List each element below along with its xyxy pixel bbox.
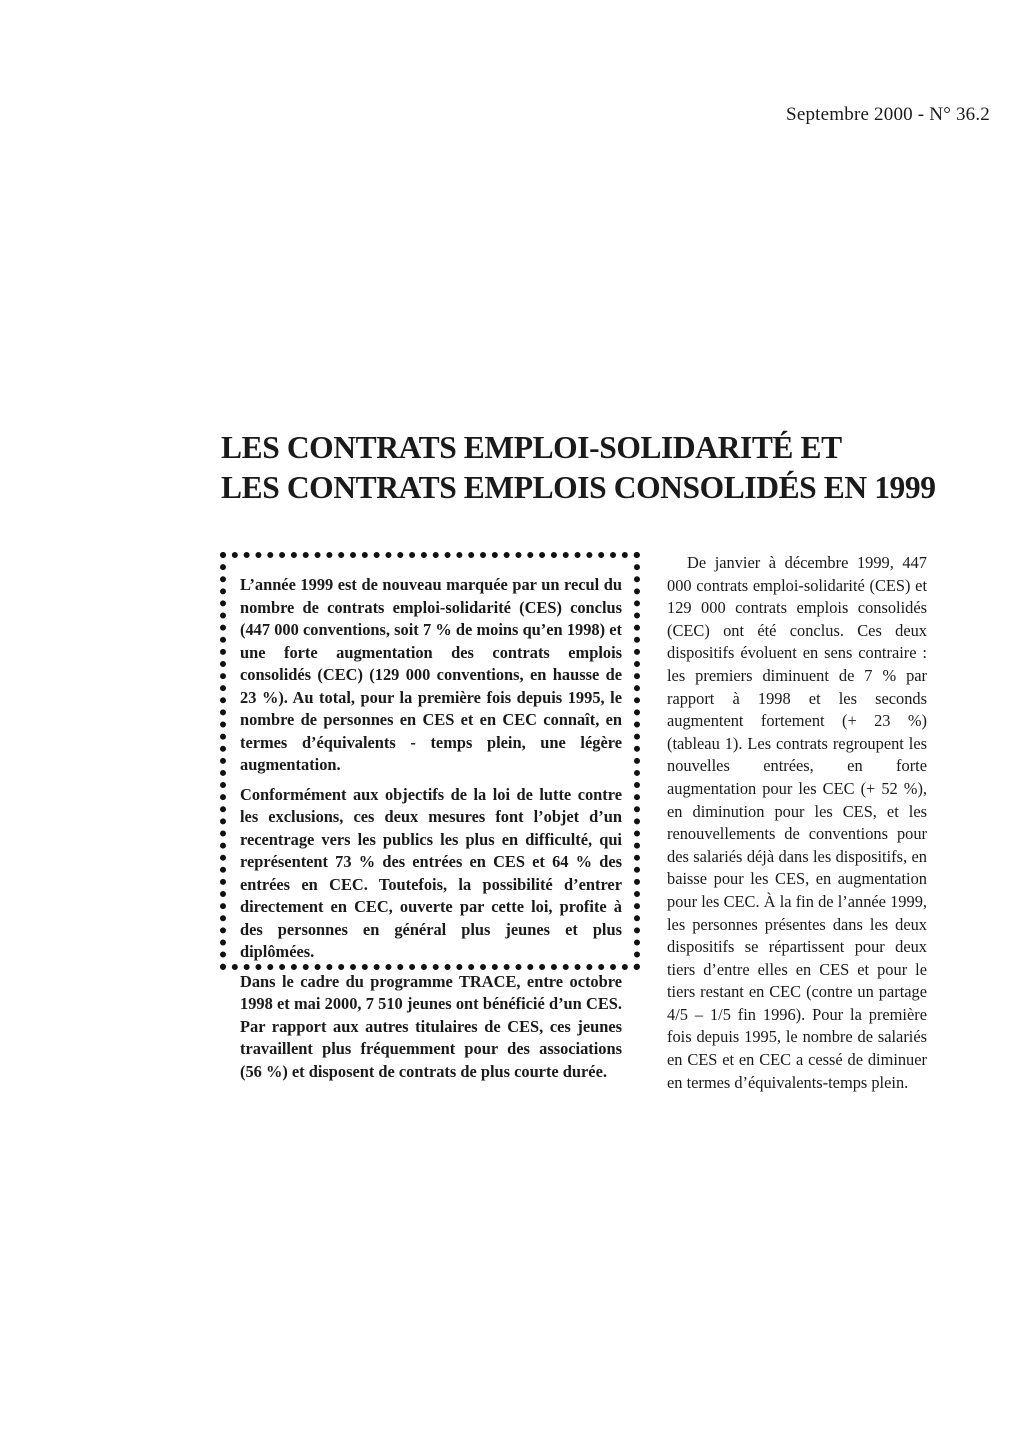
article-title [221, 428, 981, 508]
issue-reference: Septembre 2000 - N° 36.2 [786, 104, 990, 125]
summary-paragraph-2: Conformément aux objectifs de la loi de lutte contre les exclusions, ces deux mesures font l’objet d’un recentrage vers les publics les plus en difficulté, qui représentent 73 % des entrées en CES et 64 % des entrées en CEC. Toutefois, la possibilité d’entrer directement en CEC, ouverte par cette loi, profite à des personnes en général plus jeunes et plus diplômées. [240, 784, 622, 961]
body-paragraph: De janvier à décembre 1999, 447 000 contrats emploi-solidarité (CES) et 129 000 contrats emplois consolidés (CEC) ont été conclus. Ces deux dispositifs évoluent en sens contraire : les premiers diminuent de 7 % par rapport à 1998 et les seconds augmentent fortement (+ 23 %) (tableau 1). Les contrats regroupent les nouvelles entrées, en forte augmentation pour les CEC (+ 52 %), en diminution pour les CES, et les renouvellements de conventions pour des salariés déjà dans les dispositifs, en baisse pour les CES, en augmentation pour les CEC. À la fin de l’année 1999, les personnes présentes dans les deux dispositifs se répartissent pour deux tiers d’entre elles en CES et pour le tiers restant en CEC (contre un partage 4/5 – 1/5 fin 1996). Pour la première fois depuis 1995, le nombre de salariés en CES et en CEC a cessé de diminuer en termes d’équivalents-temps plein. [667, 553, 927, 1092]
article-title-line-1: LES CONTRATS EMPLOI-SOLIDARITÉ ET [221, 430, 842, 465]
summary-box [220, 552, 640, 1081]
summary-paragraph-3: Dans le cadre du programme TRACE, entre octobre 1998 et mai 2000, 7 510 jeunes ont bénéficié d’un CES. Par rapport aux autres titulaires de CES, ces jeunes travaillent plus fréquemment pour des associations (56 %) et disposent de contrats de plus courte durée. [240, 971, 622, 1081]
body-column [667, 552, 927, 1094]
summary-paragraph-1: L’année 1999 est de nouveau marquée par un recul du nombre de contrats emploi-solidarité (CES) conclus (447 000 conventions, soit 7 % de moins qu’en 1998) et une forte augmentation des contrats emplois consolidés (CEC) (129 000 conventions, en hausse de 23 %). Au total, pour la première fois depuis 1995, le nombre de personnes en CES et en CEC connaît, en termes d’équivalents - temps plein, une légère augmentation. [240, 575, 622, 774]
article-title-line-2: LES CONTRATS EMPLOIS CONSOLIDÉS EN 1999 [221, 470, 936, 505]
